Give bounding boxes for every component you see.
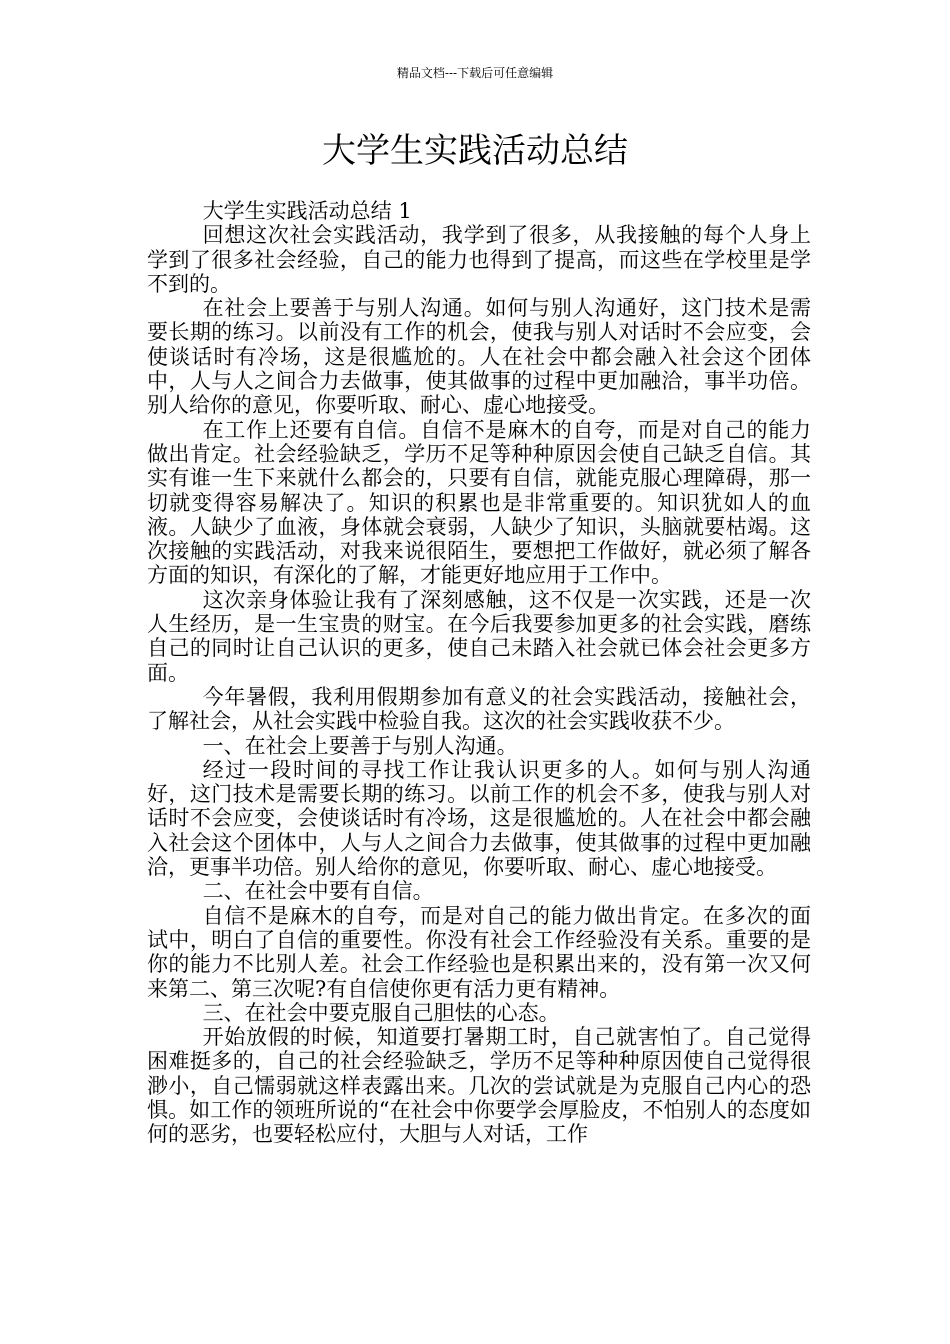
section-heading: 三、在社会中要克服自己胆怯的心态。	[202, 1000, 560, 1025]
paragraph: 今年暑假，我利用假期参加有意义的社会实践活动，接触社会，了解社会，从社会实践中检验自我。这次的社会实践收获不少。	[147, 684, 811, 734]
paragraph: 自信不是麻木的自夸，而是对自己的能力做出肯定。在多次的面试中，明白了自信的重要性。你没有社会工作经验没有关系。重要的是你的能力不比别人差。社会工作经验也是积累出来的，没有第一次又何来第二、第三次呢?有自信使你更有活力更有精神。	[147, 903, 811, 1001]
page-header: 精品文档---下载后可任意编辑	[396, 66, 554, 80]
section-heading: 一、在社会上要善于与别人沟通。	[202, 733, 518, 758]
paragraph: 这次亲身体验让我有了深刻感触，这不仅是一次实践，还是一次人生经历，是一生宝贵的财宝。在今后我要参加更多的社会实践，磨练自己的同时让自己认识的更多，使自己未踏入社会就已体会社会更多方面。	[147, 587, 811, 685]
paragraph: 经过一段时间的寻找工作让我认识更多的人。如何与别人沟通好，这门技术是需要长期的练习。以前工作的机会不多，使我与别人对话时不会应变，会使谈话时有冷场，这是很尴尬的。人在社会中都会融入社会这个团体中，人与人之间合力去做事，使其做事的过程中更加融洽，更事半功倍。别人给你的意见，你要听取、耐心、虚心地接受。	[147, 757, 811, 880]
section-heading: 二、在社会中要有自信。	[202, 879, 434, 904]
paragraph: 在社会上要善于与别人沟通。如何与别人沟通好，这门技术是需要长期的练习。以前没有工作的机会，使我与别人对话时不会应变，会使谈话时有冷场，这是很尴尬的。人在社会中都会融入社会这个团体中，人与人之间合力去做事，使其做事的过程中更加融洽，事半功倍。别人给你的意见，你要听取、耐心、虚心地接受。	[147, 296, 811, 418]
document-body	[147, 199, 811, 1147]
document-title: 大学生实践活动总结	[322, 131, 628, 171]
paragraph: 在工作上还要有自信。自信不是麻木的自夸，而是对自己的能力做出肯定。社会经验缺乏，学历不足等种种原因会使自己缺乏自信。其实有谁一生下来就什么都会的，只要有自信，就能克服心理障碍，那一切就变得容易解决了。知识的积累也是非常重要的。知识犹如人的血液。人缺少了血液，身体就会衰弱，人缺少了知识，头脑就要枯竭。这次接触的实践活动，对我来说很陌生，要想把工作做好，就必须了解各方面的知识，有深化的了解，才能更好地应用于工作中。	[147, 417, 811, 588]
paragraph: 开始放假的时候，知道要打暑期工时，自己就害怕了。自己觉得困难挺多的，自己的社会经验缺乏，学历不足等种种原因使自己觉得很渺小，自己懦弱就这样表露出来。几次的尝试就是为克服自己内心的恐惧。如工作的领班所说的“在社会中你要学会厚脸皮，不怕别人的态度如何的恶劣，也要轻松应付，大胆与人对话，工作	[147, 1025, 811, 1147]
paragraph-subtitle: 大学生实践活动总结 1	[202, 199, 412, 223]
paragraph: 回想这次社会实践活动，我学到了很多，从我接触的每个人身上学到了很多社会经验，自己的能力也得到了提高，而这些在学校里是学不到的。	[147, 223, 811, 296]
